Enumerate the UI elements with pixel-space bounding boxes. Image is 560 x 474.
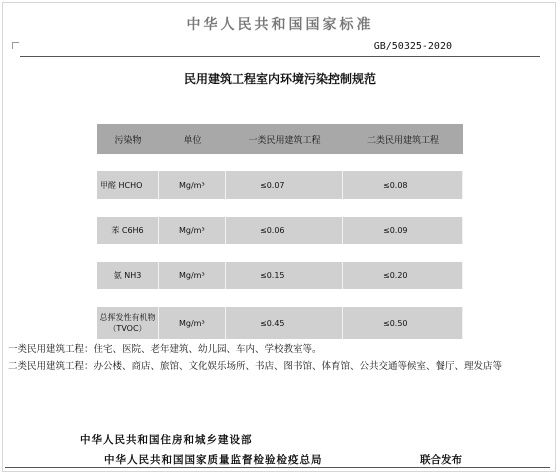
standard-code: GB/50325-2020 [373, 41, 452, 52]
table-header-row [97, 124, 463, 154]
note-class1: 一类民用建筑工程：住宅、医院、老年建筑、幼儿园、车内、学校教室等。 [8, 344, 322, 355]
unit-cell: Mg/m³ [159, 262, 226, 289]
pollutant-cell: 苯 C6H6 [97, 217, 159, 244]
column-header-unit: 单位 [159, 124, 226, 154]
issuer-quality-supervision: 中华人民共和国国家质量监督检验检疫总局 [104, 454, 323, 466]
classification-notes [8, 341, 553, 375]
issuer-ministry-housing: 中华人民共和国住房和城乡建设部 [80, 434, 253, 446]
class2-limit-cell: ≤0.09 [343, 217, 463, 244]
table-row [97, 262, 463, 289]
column-header-class2: 二类民用建筑工程 [343, 124, 463, 154]
standard-title: 中华人民共和国国家标准 [186, 17, 374, 33]
column-header-class1: 一类民用建筑工程 [226, 124, 343, 154]
table-row [97, 307, 463, 339]
column-header-pollutant: 污染物 [97, 124, 159, 154]
unit-cell: Mg/m³ [159, 171, 226, 199]
class1-limit-cell: ≤0.06 [226, 217, 343, 244]
class2-limit-cell: ≤0.50 [343, 307, 463, 339]
class2-limit-cell: ≤0.08 [343, 171, 463, 199]
corner-mark [12, 42, 19, 49]
class1-limit-cell: ≤0.15 [226, 262, 343, 289]
unit-cell: Mg/m³ [159, 217, 226, 244]
class1-limit-cell: ≤0.45 [226, 307, 343, 339]
unit-cell: Mg/m³ [159, 307, 226, 339]
document-title: 民用建筑工程室内环境污染控制规范 [183, 72, 376, 86]
pollutant-cell: 总挥发性有机物（TVOC） [97, 307, 159, 339]
joint-release-label: 联合发布 [420, 454, 462, 466]
pollutant-cell: 甲醛 HCHO [97, 171, 159, 199]
note-class2: 二类民用建筑工程：办公楼、商店、旅馆、文化娱乐场所、书店、图书馆、体育馆、公共交通等候室、餐厅、理发店等 [8, 361, 503, 372]
table-row [97, 217, 463, 244]
header-rule [20, 56, 540, 57]
pollutant-cell: 氨 NH3 [97, 262, 159, 289]
table-row [97, 171, 463, 199]
class2-limit-cell: ≤0.20 [343, 262, 463, 289]
class1-limit-cell: ≤0.07 [226, 171, 343, 199]
footer-rule [5, 467, 550, 468]
